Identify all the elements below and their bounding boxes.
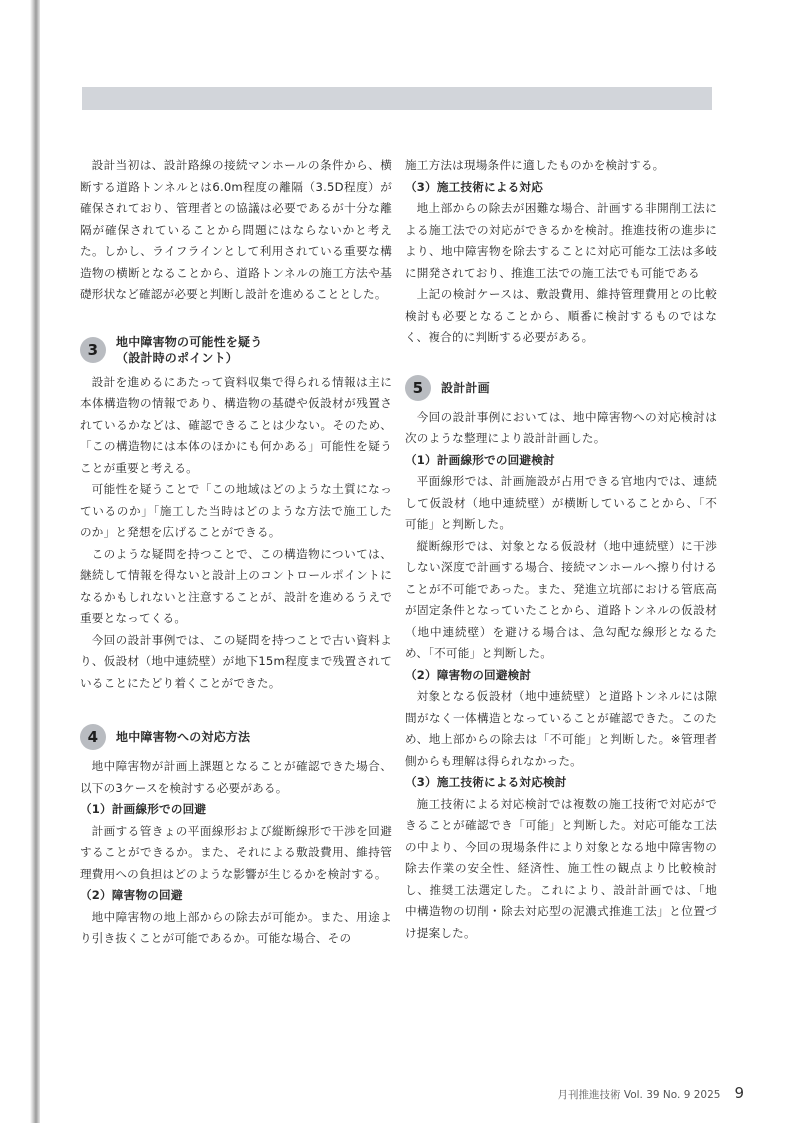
subheading: （3）施工技術による対応 — [405, 179, 543, 194]
section-5-heading — [405, 375, 717, 401]
section-title-line2: （設計時のポイント） — [116, 350, 239, 365]
section-title: 地中障害物への対応方法 — [116, 730, 251, 744]
paragraph: このような疑問を持つことで、この構造物については、継続して情報を得ないと設計上のコントロールポイントになるかもしれないと注意することが、設計を進めるうえで重要となってくる。 — [80, 546, 392, 625]
left-column — [80, 155, 392, 950]
subheading: （2）障害物の回避 — [80, 888, 183, 902]
paragraph: 平面線形では、計画施設が占用できる官地内では、連続して仮設材（地中連続壁）が横断していることから、「不可能」と判断した。 — [405, 474, 717, 531]
page-footer — [558, 1084, 744, 1102]
paragraph: 地中障害物の地上部からの除去が可能か。また、用途より引き抜くことが可能であるか。可能な場合、その — [80, 909, 392, 945]
paragraph: 施工技術による対応検討では複数の施工技術で対応ができることが確認でき「可能」と判断した。対応可能な工法の中より、今回の現場条件により対象となる地中障害物の除去作業の安全性、経済性、施工性の観点より比較検討し、推奨工法選定した。これにより、設計計画では、「地中構造物の切削・除去対応型の泥濃式推進工法」と位置づけ提案した。 — [405, 796, 717, 940]
section-title: 設計計画 — [441, 380, 490, 395]
section-4-heading — [80, 724, 392, 750]
intro-paragraph: 設計当初は、設計路線の接続マンホールの条件から、横断する道路トンネルとは6.0m程度の離隔（3.5D程度）が確保されており、管理者との協議は必要であるが十分な離隔が確保されていることから問題にはならないかと考えた。しかし、ライフラインとして利用されている重要な構造物の横断となることから、道路トンネルの施工方法や基礎形状など確認が必要と判断し設計を進めることとした。 — [80, 158, 392, 301]
continued-paragraph: 施工方法は現場条件に適したものかを検討する。 — [405, 158, 665, 172]
paragraph: 地中障害物が計画上課題となることが確認できた場合、以下の3ケースを検討する必要がある。 — [80, 759, 392, 795]
subheading: （1）計画線形での回避 — [80, 802, 207, 816]
header-bar — [82, 87, 712, 110]
section-number-badge: 4 — [80, 724, 106, 750]
paragraph: 計画する管きょの平面線形および縦断線形で干渉を回避することができるか。また、それによる敷設費用、維持管理費用への負担はどのような影響が生じるかを検討する。 — [80, 823, 392, 881]
subheading: （3）施工技術による対応検討 — [405, 775, 567, 789]
right-column — [405, 155, 717, 944]
section-number-badge: 3 — [80, 337, 106, 363]
journal-info: 月刊推進技術 Vol. 39 No. 9 2025 — [557, 1089, 721, 1101]
paragraph: 設計を進めるにあたって資料収集で得られる情報は主に本体構造物の情報であり、構造物の基礎や仮設材が残置されているかなどは、確認できることは少ない。そのため、「この構造物には本体のほかにも何かある」可能性を疑うことが重要と考える。 — [80, 374, 392, 475]
section-title — [116, 334, 262, 366]
paragraph: 地上部からの除去が困難な場合、計画する非開削工法による施工法での対応ができるかを検討。推進技術の進歩により、地中障害物を除去することに対応可能な工法は多岐に開発されており、推進工法での施工法でも可能である — [405, 201, 717, 280]
subheading: （1）計画線形での回避検討 — [405, 452, 555, 467]
paragraph: 今回の設計事例では、この疑問を持つことで古い資料より、仮設材（地中連続壁）が地下15m程度まで残置されていることにたどり着くことができた。 — [80, 632, 392, 690]
section-3-heading — [80, 334, 392, 366]
section-number-badge: 5 — [405, 375, 431, 401]
paragraph: 対象となる仮設材（地中連続壁）と道路トンネルには隙間がなく一体構造となっていることが確認できた。このため、地上部からの除去は「不可能」と判断した。※管理者側からも理解は得られなかった。 — [405, 689, 717, 768]
section-title-line1: 地中障害物の可能性を疑う — [116, 334, 263, 349]
paragraph: 上記の検討ケースは、敷設費用、維持管理費用との比較検討も必要となることから、順番に検討するものではなく、複合的に判断する必要がある。 — [405, 287, 717, 344]
subheading: （2）障害物の回避検討 — [405, 667, 532, 682]
binding-edge — [0, 0, 40, 1123]
page-number: 9 — [734, 1084, 744, 1102]
paragraph: 縦断線形では、対象となる仮設材（地中連続壁）に干渉しない深度で計画する場合、接続マンホールへ擦り付けることが不可能であった。また、発進立坑部における管底高が固定条件となっていたことから、道路トンネルの仮設材（地中連続壁）を避ける場合は、急勾配な線形となるため、「不可能」と判断した。 — [405, 538, 717, 660]
paragraph: 今回の設計事例においては、地中障害物への対応検討は次のような整理により設計計画した。 — [405, 409, 717, 445]
paragraph: 可能性を疑うことで「この地域はどのような土質になっているのか」「施工した当時はどのような方法で施工したのか」と発想を広げることができる。 — [80, 482, 392, 539]
